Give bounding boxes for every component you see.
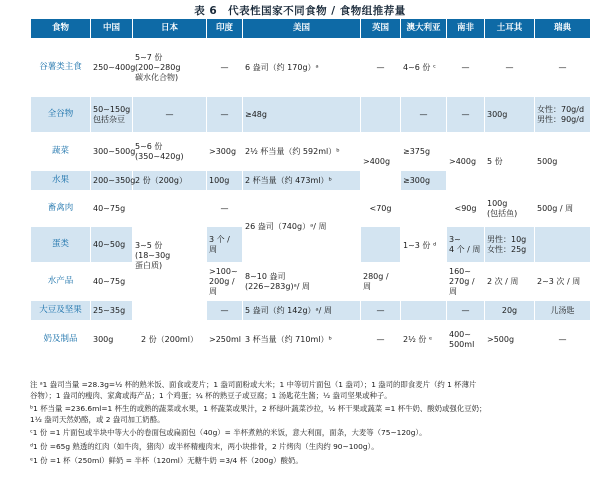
row-soy-nuts [31,301,591,321]
cell-usa: 26 盎司（740g）ᵃ/ 周 [243,191,361,263]
cell-turkey: 5 份 [485,133,535,191]
cell-south-africa: <90g [447,191,485,227]
cell-south-africa: 160~ 270g / 周 [447,263,485,301]
header-food: 食物 [31,19,91,39]
header-usa: 美国 [243,19,361,39]
cell-australia: ≥300g [401,171,447,191]
table-caption: 表 6 代表性国家不同食物 / 食物组推荐量 [194,5,406,17]
cell-india: — [207,39,243,97]
cell-uk: — [361,321,401,359]
cell-china: 40~75g [91,263,133,301]
cell-usa: 8~10 盎司 (226~283g)ᵃ/ 周 [243,263,361,301]
row-label: 蔬菜 [31,133,91,171]
footnote-line: ᵉ1 份 =1 杯（250ml）鲜奶 = 半杯（120ml）无糖牛奶 =3/4 杯（200g）酸奶。 [30,456,303,465]
cell-sweden: — [535,39,591,97]
cell-sweden [535,227,591,263]
cell-india: — [207,97,243,133]
row-grain [31,39,591,97]
cell-japan: 5~6 份 (350~420g) [133,133,207,171]
row-label: 奶及制品 [31,321,91,359]
footnote-line: 1½ 盎司天然奶酪，或 2 盎司加工奶酪。 [30,415,165,424]
cell-south-africa: 3~ 4 个 / 周 [447,227,485,263]
cell-china: 200~350g [91,171,133,191]
cell-sweden: — [535,321,591,359]
row-meat [31,191,591,227]
cell-south-africa: — [447,39,485,97]
cell-usa: 2 杯当量（约 473ml）ᵇ [243,171,361,191]
cell-australia [401,301,447,321]
row-dairy [31,321,591,359]
cell-india: — [207,301,243,321]
cell-china: 50~150g 包括杂豆 [91,97,133,133]
food-recommendation-table [30,18,591,359]
row-label: 水产品 [31,263,91,301]
cell-australia: 1~3 份 ᵈ [401,191,447,301]
header-turkey: 土耳其 [485,19,535,39]
header-australia: 澳大利亚 [401,19,447,39]
cell-turkey: 20g [485,301,535,321]
cell-india: >100~ 200g / 周 [207,263,243,301]
cell-japan: 3~5 份 (18~30g 蛋白质) [133,191,207,321]
cell-usa: 5 盎司（约 142g）ᵃ/ 周 [243,301,361,321]
cell-turkey: >500g [485,321,535,359]
row-label: 全谷物 [31,97,91,133]
cell-uk: — [361,39,401,97]
cell-china: 300~500g [91,133,133,171]
cell-china: 25~35g [91,301,133,321]
cell-china: 300g [91,321,133,359]
cell-uk: 280g / 周 [361,263,401,301]
cell-usa: 6 盎司（约 170g）ᵃ [243,39,361,97]
cell-usa: 2½ 杯当量（约 592ml）ᵇ [243,133,361,171]
cell-uk: — [361,301,401,321]
cell-sweden: 女性：70g/d 男性：90g/d [535,97,591,133]
cell-china: 250~400g [91,39,133,97]
row-label: 水果 [31,171,91,191]
cell-usa: ≥48g [243,97,361,133]
cell-japan: — [133,97,207,133]
row-whole-grain [31,97,591,133]
footnote-line: 注 ᵃ1 盎司当量 =28.3g=½ 杯的熟米饭、面食或麦片；1 盎司面粉或大米；1 中等切片面包（1 盎司）；1 盎司的即食麦片（约 1 杯薄片 [30,380,477,389]
cell-south-africa: — [447,301,485,321]
cell-india: >300g [207,133,243,171]
cell-south-africa: >400g [447,133,485,191]
cell-turkey: 100g (包括鱼) [485,191,535,227]
cell-south-africa: 400~ 500ml [447,321,485,359]
cell-australia: 2½ 份 ᵉ [401,321,447,359]
row-label: 畜禽肉 [31,191,91,227]
row-label: 大豆及坚果 [31,301,91,321]
cell-china: 40~75g [91,191,133,227]
cell-japan: 2 份（200ml） [133,321,207,359]
cell-sweden: 500g [535,133,591,191]
row-vegetables [31,133,591,171]
cell-usa: 3 杯当量（约 710ml）ᵇ [243,321,361,359]
header-south-africa: 南非 [447,19,485,39]
cell-india: — [207,191,243,227]
footnote-line: ᵈ1 份 =65g 熟透的红肉（如牛肉，猪肉）或半杯精瘦肉末，两小块排骨，2 片烤肉（生肉约 90~100g）。 [30,442,379,451]
footnote-line: 谷物）；1 盎司的瘦肉、家禽或海产品；1 个鸡蛋；¼ 杯的熟豆子或豆腐；1 汤匙花生酱；½ 盎司坚果或种子。 [30,391,392,400]
cell-sweden: 儿汤匙 [535,301,591,321]
cell-australia: ≥375g [401,133,447,171]
cell-turkey: — [485,39,535,97]
header-india: 印度 [207,19,243,39]
header-sweden: 瑞典 [535,19,591,39]
cell-australia: 4~6 份 ᶜ [401,39,447,97]
cell-sweden: 500g / 周 [535,191,591,227]
cell-turkey: 2 次 / 周 [485,263,535,301]
cell-uk: >400g [361,133,401,191]
cell-sweden: 2~3 次 / 周 [535,263,591,301]
cell-uk [361,227,401,263]
cell-japan: 2 份（200g） [133,171,207,191]
header-japan: 日本 [133,19,207,39]
row-label: 蛋类 [31,227,91,263]
cell-china: 40~50g [91,227,133,263]
cell-australia: — [401,97,447,133]
cell-south-africa: — [447,97,485,133]
row-label: 谷薯类主食 [31,39,91,97]
cell-india: 3 个 / 周 [207,227,243,263]
footnote-line: ᵇ1 杯当量 =236.6ml=1 杯生的或熟的蔬菜或水果，1 杯蔬菜或果汁，2 杯绿叶蔬菜沙拉，½ 杯干果或蔬菜 =1 杯牛奶、酸奶或强化豆奶； [30,404,487,413]
cell-india: 100g [207,171,243,191]
row-aquatic [31,263,591,301]
cell-uk [361,97,401,133]
cell-india: >250ml [207,321,243,359]
header-china: 中国 [91,19,133,39]
header-row [31,19,591,39]
footnote-line: ᶜ1 份 =1 片面包或半块中等大小的卷面包或扁面包（40g）= 半杯煮熟的米饭，意大利面，面条，大麦等（75~120g）。 [30,428,427,437]
header-uk: 英国 [361,19,401,39]
cell-japan: 5~7 份 (200~280g 碳水化合物) [133,39,207,97]
cell-turkey: 300g [485,97,535,133]
cell-uk: <70g [361,191,401,227]
cell-turkey: 男性：10g 女性：25g [485,227,535,263]
